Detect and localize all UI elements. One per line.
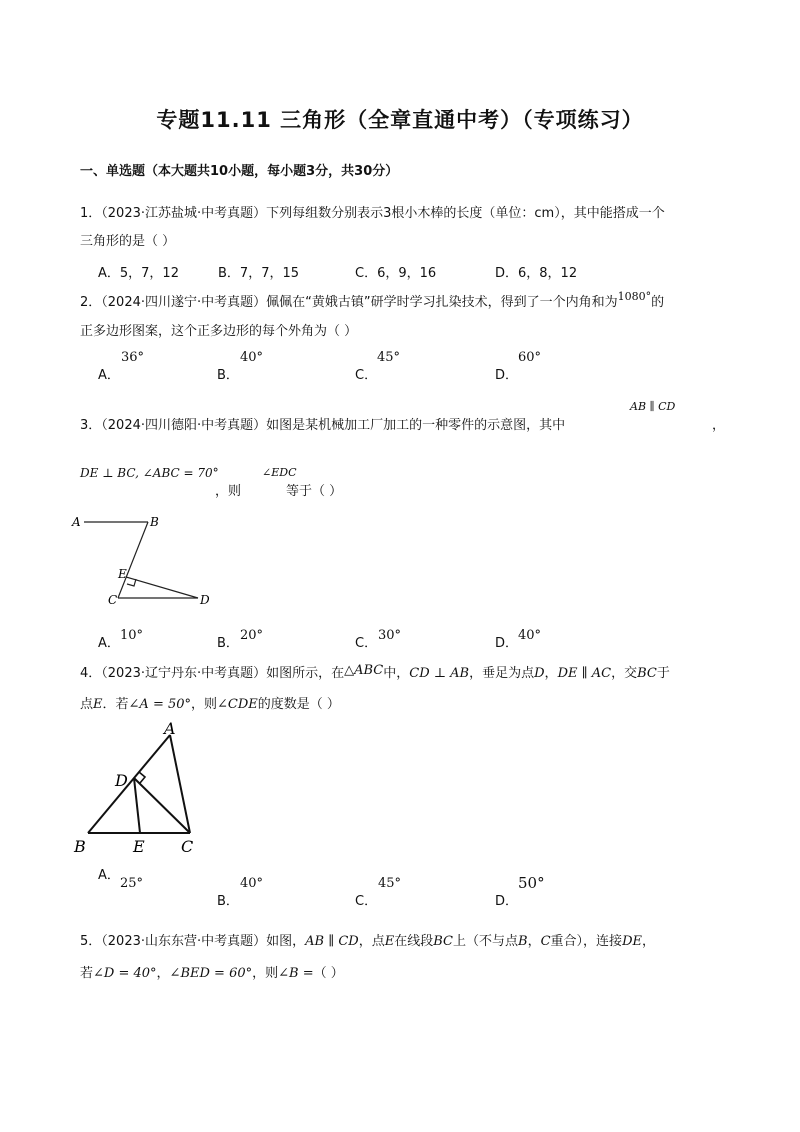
q4-text-10: 的度数是（ ） (257, 697, 340, 712)
q4-text-9: ，则 (191, 697, 218, 712)
q2-value-b: 40° (240, 350, 264, 365)
q3-letter-a: A． (98, 636, 120, 651)
q4-value-c: 45° (378, 876, 402, 891)
q4-label-d: D (115, 771, 128, 790)
q4-label-b: B (74, 837, 86, 856)
q2-line1 (80, 291, 664, 310)
q5-text-9: ， (156, 966, 170, 981)
q5-line1 (80, 930, 655, 949)
q4-point-e: E (93, 697, 103, 712)
q5-text-1: 5．（2023·山东东营·中考真题）如图， (80, 934, 306, 949)
q3-comma: ， (712, 418, 726, 433)
q4-text-3: ，垂足为点 (469, 666, 535, 681)
q3-label-d: D (200, 593, 210, 607)
q3-label-a: A (72, 515, 81, 529)
q4-value-d: 50° (518, 874, 545, 892)
q4-text-4: ， (544, 666, 558, 681)
q5-target-angle: ∠B = (278, 966, 314, 981)
q4-text-5: ，交 (611, 666, 638, 681)
q4-target-angle: ∠CDE (217, 697, 258, 712)
q2-value-d: 60° (518, 350, 542, 365)
q3-condition-perpendicular: DE ⊥ BC, ∠ABC = 70° (80, 466, 219, 480)
q5-text-3: 在线段 (394, 934, 434, 949)
q4-condition-parallel: DE ∥ AC (557, 666, 612, 681)
q5-text-4: 上（不与点 (453, 934, 519, 949)
q4-label-c: C (181, 837, 194, 856)
q3-value-d: 40° (518, 628, 542, 643)
q5-segment-bc: BC (433, 934, 453, 949)
q4-text-2: 中， (383, 666, 410, 681)
q1-option-c: C．6，9，16 (355, 266, 437, 281)
q5-text-7: ， (641, 934, 655, 949)
q1-line2: 三角形的是（ ） (80, 234, 176, 249)
q5-point-b: B (518, 934, 528, 949)
q5-point-c: C (540, 934, 551, 949)
section-note: （本大题共10小题，每小题3分，共30分） (145, 164, 399, 179)
q2-letter-c: C． (355, 368, 378, 383)
q4-text-1: 4．（2023·辽宁丹东·中考真题）如图所示，在 (80, 666, 345, 681)
q4-triangle: △ABC (344, 663, 384, 678)
q4-segment-bc: BC (637, 666, 657, 681)
q3-line1: 3．（2024·四川德阳·中考真题）如图是某机械加工厂加工的一种零件的示意图，其中 (80, 418, 566, 433)
q1-option-b: B．7，7，15 (218, 266, 300, 281)
q2-letter-d: D． (495, 368, 519, 383)
q2-letter-a: A． (98, 368, 120, 383)
page-title: 专题11.11 三角形（全章直通中考）（专项练习） (156, 108, 644, 132)
q5-text-5: ， (527, 934, 541, 949)
q5-condition-parallel: AB ∥ CD (305, 934, 359, 949)
q4-line1 (80, 662, 670, 681)
section-header (80, 160, 398, 179)
q5-text-11: （ ） (313, 966, 344, 981)
q5-text-10: ，则 (252, 966, 279, 981)
q1-line1: 1．（2023·江苏盐城·中考真题）下列每组数分别表示3根小木棒的长度（单位：cm），其中能搭成一个 (80, 206, 665, 221)
q3-equals: 等于（ ） (286, 484, 343, 499)
q5-text-6: 重合），连接 (550, 934, 623, 949)
q3-label-b: B (150, 515, 159, 529)
q1-option-d: D．6，8，12 (495, 266, 578, 281)
q4-letter-b: B． (217, 894, 239, 909)
q4-label-a: A (164, 719, 176, 738)
q3-label-c: C (108, 593, 118, 607)
q3-letter-c: C． (355, 636, 378, 651)
q3-value-c: 30° (378, 628, 402, 643)
q4-text-6: 于 (656, 666, 670, 681)
q4-given-angle: ∠A = 50° (128, 697, 192, 712)
q3-condition-parallel: AB ∥ CD (630, 400, 676, 413)
q4-text-8: ．若 (102, 697, 129, 712)
q4-label-e: E (133, 837, 145, 856)
q2-value-a: 36° (121, 350, 145, 365)
q4-line2 (80, 693, 340, 712)
q4-figure (70, 715, 220, 860)
q5-text-2: ，点 (358, 934, 385, 949)
q4-text-7: 点 (80, 697, 94, 712)
q1-option-a: A．5，7，12 (98, 266, 179, 281)
q4-letter-a: A． (98, 868, 120, 883)
section-label: 一、单选题 (80, 164, 146, 179)
q3-value-b: 20° (240, 628, 264, 643)
q2-angle-sum: 1080° (617, 290, 652, 303)
q3-letter-b: B． (217, 636, 239, 651)
q3-label-e: E (118, 567, 127, 581)
q5-line2 (80, 962, 344, 981)
q5-text-8: 若 (80, 966, 94, 981)
q2-value-c: 45° (377, 350, 401, 365)
q4-letter-c: C． (355, 894, 378, 909)
q5-point-e: E (384, 934, 395, 949)
q3-then: ，则 (215, 484, 242, 499)
q3-target-angle: ∠EDC (262, 466, 297, 479)
q2-letter-b: B． (217, 368, 239, 383)
q5-segment-de: DE (622, 934, 642, 949)
q4-condition-perpendicular: CD ⊥ AB (409, 666, 470, 681)
q4-point-d: D (534, 666, 545, 681)
q3-letter-d: D． (495, 636, 519, 651)
q3-value-a: 10° (120, 628, 144, 643)
q4-letter-d: D． (495, 894, 519, 909)
q3-figure (70, 510, 220, 610)
q2-text-a: 2．（2024·四川遂宁·中考真题）佩佩在“黄娥古镇”研学时学习扎染技术，得到了一个内角和为 (80, 295, 618, 310)
q2-text-b: 的 (651, 295, 665, 310)
q5-given-angle-bed: ∠BED = 60° (169, 966, 253, 981)
q4-value-a: 25° (120, 876, 144, 891)
q2-line2: 正多边形图案，这个正多边形的每个外角为（ ） (80, 324, 358, 339)
q5-given-angle-d: ∠D = 40° (93, 966, 157, 981)
q4-value-b: 40° (240, 876, 264, 891)
